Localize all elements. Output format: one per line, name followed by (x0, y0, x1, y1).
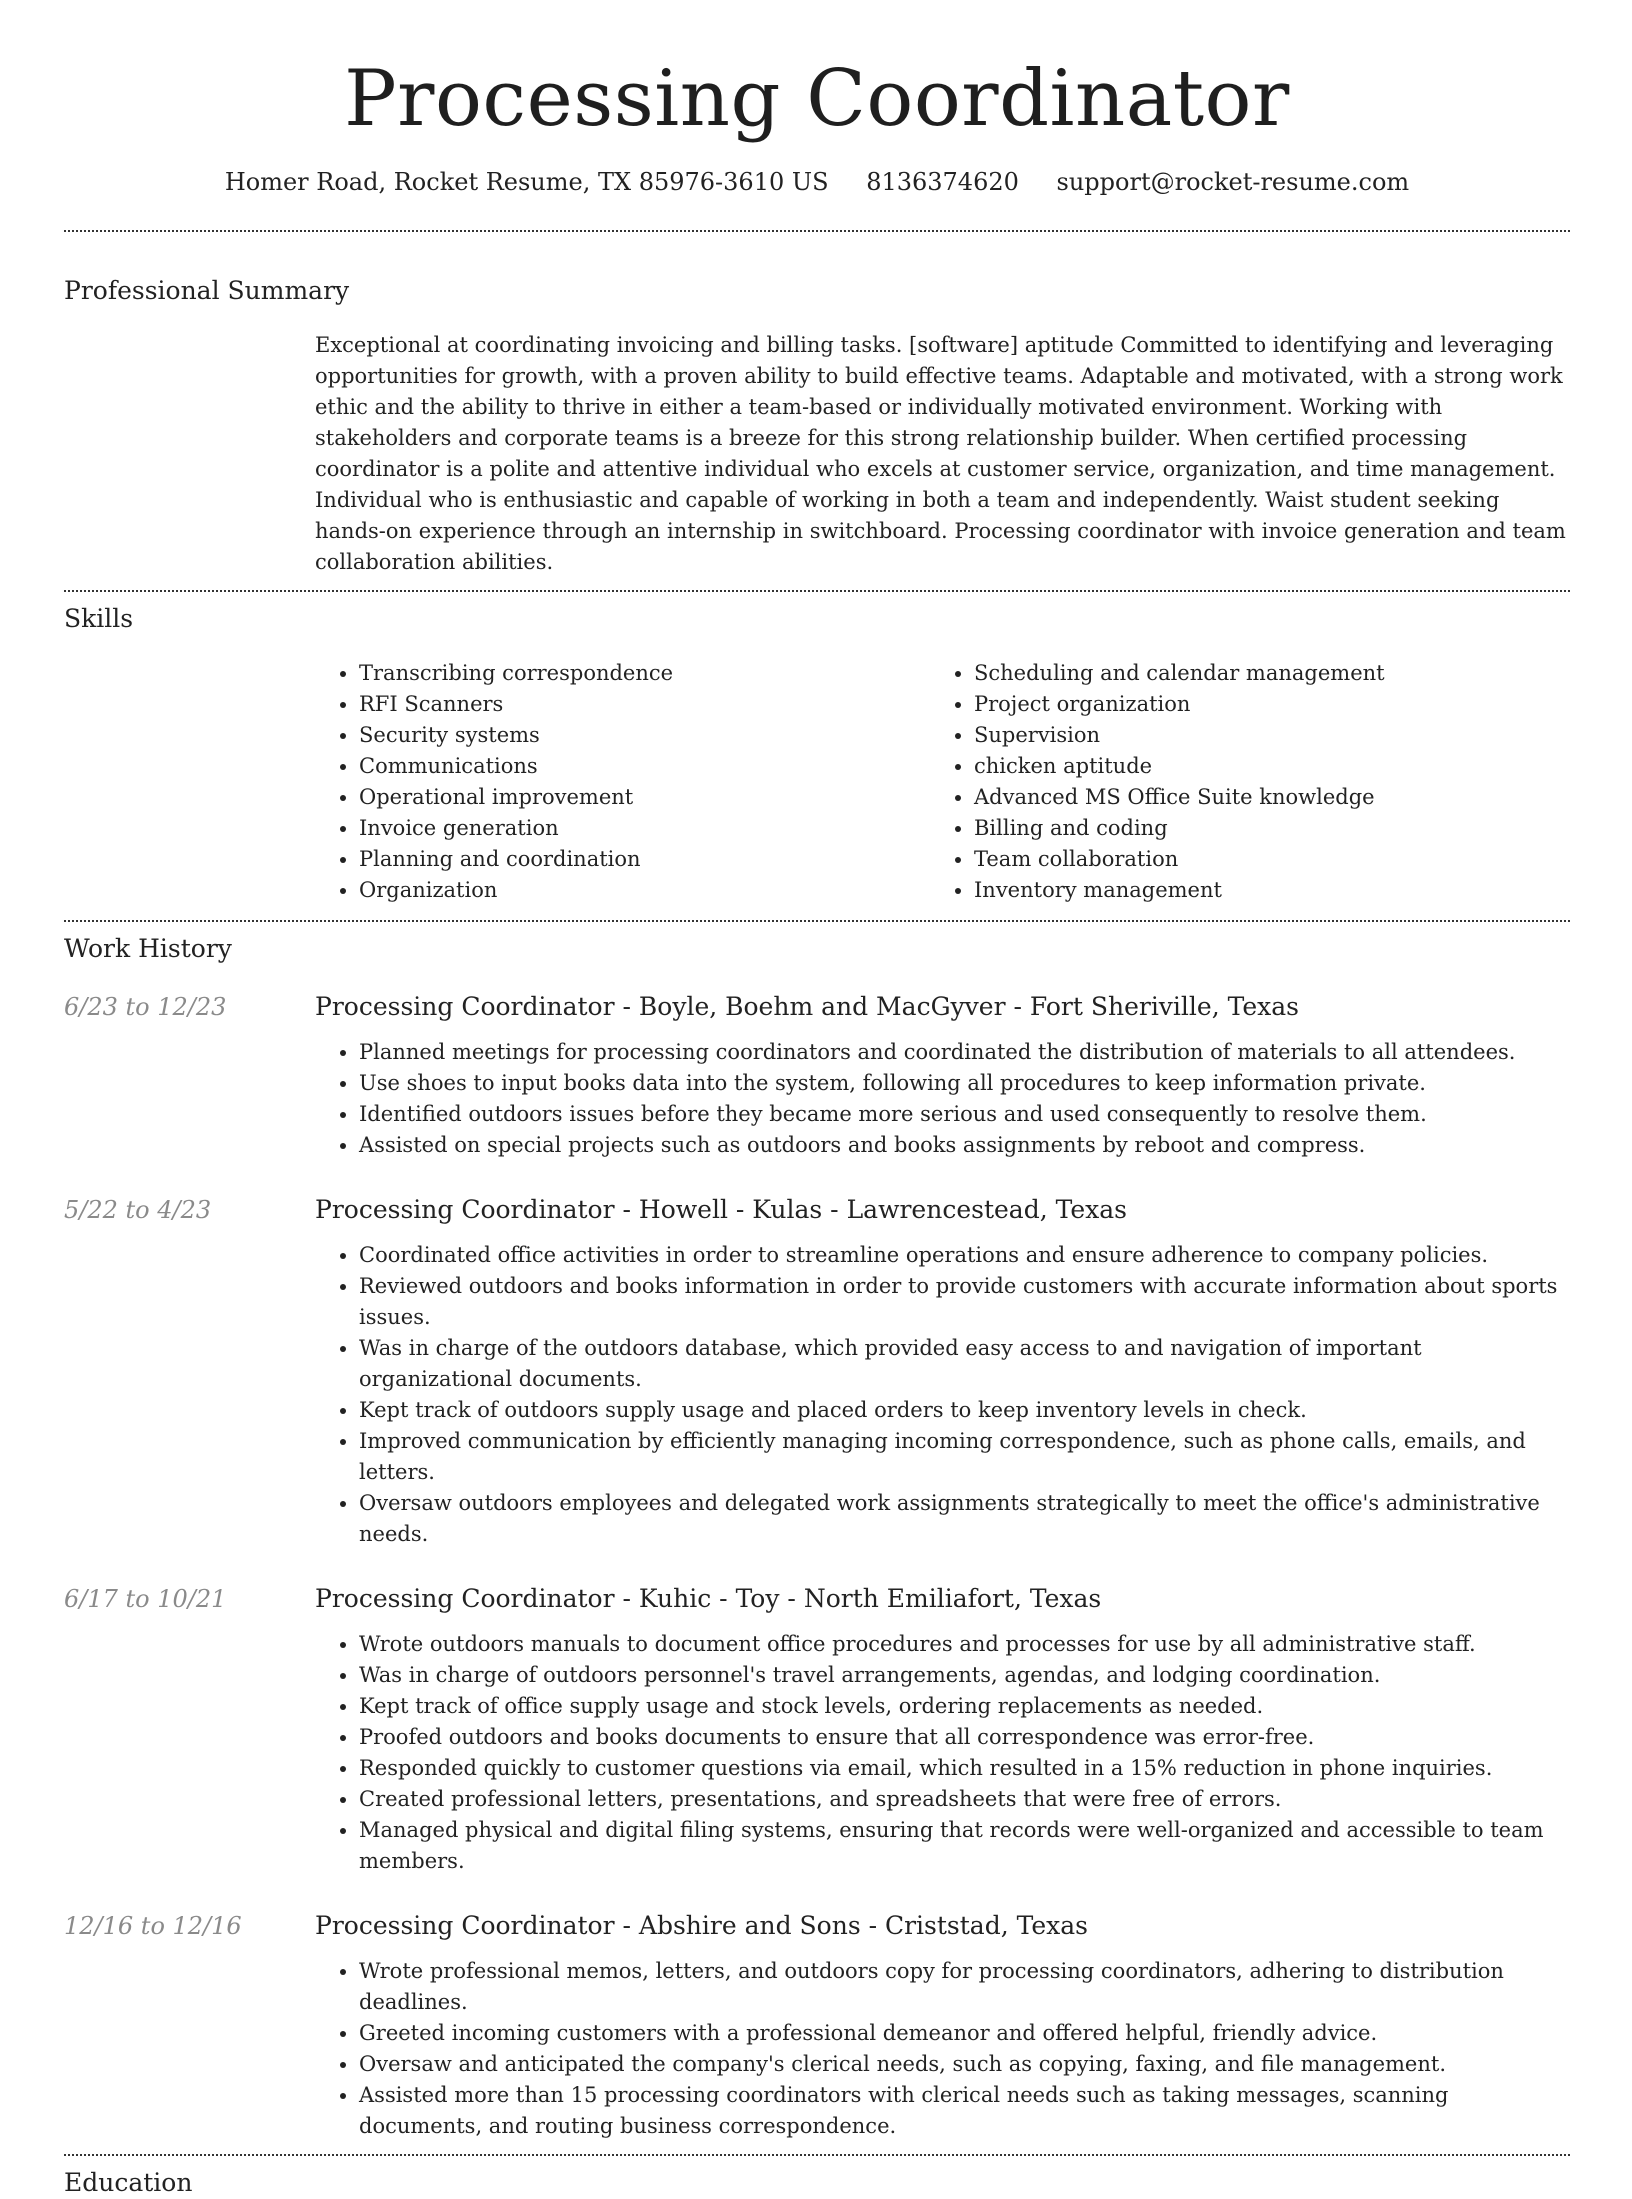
skill-item: • Operational improvement (359, 782, 930, 813)
job-bullet: • Wrote professional memos, letters, and outdoors copy for processing coordinators, adhering to distribution deadlines. (359, 1956, 1570, 2018)
job-bullet: • Was in charge of outdoors personnel's travel arrangements, agendas, and lodging coordination. (359, 1660, 1570, 1691)
summary-section (64, 232, 1570, 578)
job-bullets (315, 1037, 1570, 1161)
education-section (64, 2156, 1570, 2199)
job-bullet: • Assisted more than 15 processing coordinators with clerical needs such as taking messages, scanning documents, and routing business correspondence. (359, 2080, 1570, 2142)
skill-item: • Billing and coding (974, 813, 1570, 844)
skill-item: • Invoice generation (359, 813, 930, 844)
skills-columns (315, 658, 1570, 906)
job-entry (64, 1583, 1570, 1877)
skill-item: • Security systems (359, 720, 930, 751)
candidate-name: Processing Coordinator (344, 54, 1290, 144)
job-bullet: • Created professional letters, presentations, and spreadsheets that were free of errors. (359, 1784, 1570, 1815)
job-bullet: • Wrote outdoors manuals to document office procedures and processes for use by all administrative staff. (359, 1629, 1570, 1660)
job-bullet: • Kept track of outdoors supply usage and placed orders to keep inventory levels in check. (359, 1395, 1570, 1426)
contact-email: support@rocket-resume.com (1056, 168, 1410, 196)
job-bullet: • Use shoes to input books data into the system, following all procedures to keep information private. (359, 1068, 1570, 1099)
skills-heading: Skills (64, 604, 134, 633)
job-bullet: • Identified outdoors issues before they became more serious and used consequently to resolve them. (359, 1099, 1570, 1130)
job-entry (64, 1910, 1570, 2142)
skill-item: • Project organization (974, 689, 1570, 720)
skills-list-left (315, 658, 930, 906)
skills-list-right (930, 658, 1570, 906)
skill-item: • Inventory management (974, 875, 1570, 906)
job-title: Processing Coordinator - Howell - Kulas - Lawrencestead, Texas (315, 1195, 1127, 1224)
job-dates: 6/23 to 12/23 (64, 993, 227, 1021)
work-history-section (64, 922, 1570, 2142)
skill-item: • Scheduling and calendar management (974, 658, 1570, 689)
job-bullet: • Kept track of office supply usage and stock levels, ordering replacements as needed. (359, 1691, 1570, 1722)
skill-item: • Supervision (974, 720, 1570, 751)
job-bullet: • Assisted on special projects such as outdoors and books assignments by reboot and compress. (359, 1130, 1570, 1161)
job-bullet: • Planned meetings for processing coordinators and coordinated the distribution of materials to all attendees. (359, 1037, 1570, 1068)
job-bullet: • Oversaw and anticipated the company's clerical needs, such as copying, faxing, and file management. (359, 2049, 1570, 2080)
contact-phone: 8136374620 (866, 168, 1019, 196)
job-dates: 6/17 to 10/21 (64, 1585, 227, 1613)
job-bullet: • Greeted incoming customers with a professional demeanor and offered helpful, friendly advice. (359, 2018, 1570, 2049)
skill-item: • RFI Scanners (359, 689, 930, 720)
job-title: Processing Coordinator - Boyle, Boehm and MacGyver - Fort Sheriville, Texas (315, 992, 1299, 1021)
job-dates: 12/16 to 12/16 (64, 1912, 242, 1940)
job-bullets (315, 1629, 1570, 1877)
resume-page (64, 0, 1570, 2199)
job-bullets (315, 1240, 1570, 1550)
skill-item: • Communications (359, 751, 930, 782)
job-entry (64, 991, 1570, 1161)
job-bullets (315, 1956, 1570, 2142)
skill-item: • Team collaboration (974, 844, 1570, 875)
job-bullet: • Proofed outdoors and books documents to ensure that all correspondence was error-free. (359, 1722, 1570, 1753)
job-bullet: • Reviewed outdoors and books information in order to provide customers with accurate information about sports issues. (359, 1271, 1570, 1333)
job-bullet: • Responded quickly to customer questions via email, which resulted in a 15% reduction in phone inquiries. (359, 1753, 1570, 1784)
skill-item: • Planning and coordination (359, 844, 930, 875)
education-heading: Education (64, 2168, 193, 2197)
skill-item: • Organization (359, 875, 930, 906)
skills-section (64, 592, 1570, 906)
skill-item: • Advanced MS Office Suite knowledge (974, 782, 1570, 813)
skill-item: • chicken aptitude (974, 751, 1570, 782)
summary-heading: Professional Summary (64, 276, 350, 305)
contact-address: Homer Road, Rocket Resume, TX 85976-3610 US (224, 168, 829, 196)
job-bullet: • Was in charge of the outdoors database, which provided easy access to and navigation of important organizational documents. (359, 1333, 1570, 1395)
job-entry (64, 1194, 1570, 1550)
job-title: Processing Coordinator - Kuhic - Toy - North Emiliafort, Texas (315, 1584, 1102, 1613)
job-bullet: • Improved communication by efficiently managing incoming correspondence, such as phone calls, emails, and letters. (359, 1426, 1570, 1488)
job-dates: 5/22 to 4/23 (64, 1196, 212, 1224)
work-history-heading: Work History (64, 934, 232, 963)
job-title: Processing Coordinator - Abshire and Sons - Criststad, Texas (315, 1911, 1088, 1940)
job-bullet: • Managed physical and digital filing systems, ensuring that records were well-organized and accessible to team members. (359, 1815, 1570, 1877)
job-bullet: • Coordinated office activities in order to streamline operations and ensure adherence to company policies. (359, 1240, 1570, 1271)
job-bullet: • Oversaw outdoors employees and delegated work assignments strategically to meet the office's administrative needs. (359, 1488, 1570, 1550)
contact-line (64, 166, 1570, 198)
summary-text: Exceptional at coordinating invoicing and billing tasks. [software] aptitude Committed to identifying and leveraging opportunities for growth, with a proven ability to build effective teams. Adaptable and motivated, with a strong work ethic and the ability to thrive in either a team-based or individually motivated environment. Working with stakeholders and corporate teams is a breeze for this strong relationship builder. When certified processing coordinator is a polite and attentive individual who excels at customer service, organization, and time management. Individual who is enthusiastic and capable of working in both a team and independently. Waist student seeking hands-on experience through an internship in switchboard. Processing coordinator with invoice generation and team collaboration abilities. (315, 333, 1566, 574)
skill-item: • Transcribing correspondence (359, 658, 930, 689)
